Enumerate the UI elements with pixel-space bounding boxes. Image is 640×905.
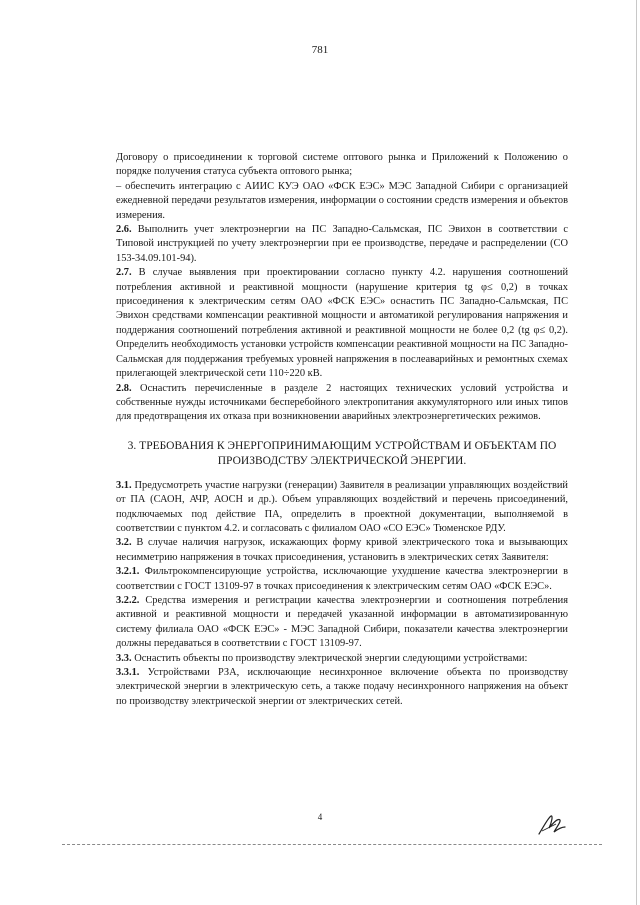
paragraph-3-2-1 — [116, 565, 568, 594]
clause-text: В случае наличия нагрузок, искажающих форму кривой электрического тока и вызывающих несимметрию напряжения в точках присоединения, установить в электрических сетях Заявителя: — [116, 537, 568, 563]
clause-number: 3.2. — [116, 537, 132, 549]
clause-text: Устройствами РЗА, исключающие несинхронное включение объекта по производству электрической энергии в электрическую сеть, а также подачу несинхронного напряжения на объект по производству электрической энергии от электрических сетей. — [116, 667, 568, 707]
clause-text: Фильтрокомпенсирующие устройства, исключающие ухудшение качества электроэнергии в соответствии с ГОСТ 13109-97 в точках присоединения к электрическим сетям ОАО «ФСК ЕЭС». — [116, 566, 568, 592]
clause-number: 2.8. — [116, 382, 132, 394]
clause-number: 3.3.1. — [116, 667, 140, 678]
paragraph-contract-reference: Договору о присоединении к торговой системе оптового рынка и Приложений к Положению о порядке получения статуса субъекта оптового рынка; — [116, 152, 568, 178]
clause-text: Оснастить объекты по производству электрической энергии следующими устройствами: — [131, 652, 528, 664]
clause-number: 3.2.1. — [116, 566, 140, 578]
clause-number: 3.2.2. — [116, 594, 140, 606]
spacer — [116, 425, 568, 433]
paragraph-3-1 — [116, 479, 568, 537]
scan-edge-line — [636, 0, 637, 905]
clause-text: Оснастить перечисленные в разделе 2 настоящих технических условий устройства и собственные нужды источниками бесперебойного электропитания аккумуляторного или иных типов для предотвращения их отказа при возникновении аварийных электроэнергетических режимов. — [116, 382, 568, 423]
header-page-number: 781 — [311, 44, 329, 56]
paragraph-2-7 — [116, 266, 568, 381]
footer-dashed-rule — [62, 844, 602, 845]
paragraph-3-2-2 — [116, 594, 568, 652]
paragraph-2-6 — [116, 223, 568, 266]
signature-mark — [536, 812, 568, 838]
document-body — [116, 151, 568, 709]
footer-page-number: 4 — [317, 812, 323, 822]
paragraph-3-2 — [116, 536, 568, 565]
clause-text: Выполнить учет электроэнергии на ПС Западно-Сальмская, ПС Эвихон в соответствии с Типовой инструкцией по учету электроэнергии при ее производстве, передаче и распределении (СО 153-34.09.101-94). — [116, 224, 568, 264]
clause-number: 3.1. — [116, 479, 132, 491]
section-3-title: 3. ТРЕБОВАНИЯ К ЭНЕРГОПРИНИМАЮЩИМ УСТРОЙСТВАМ И ОБЪЕКТАМ ПО ПРОИЗВОДСТВУ ЭЛЕКТРИЧЕСКОЙ ЭНЕРГИИ. — [127, 439, 557, 467]
clause-number: 2.7. — [116, 267, 132, 279]
paragraph-3-3-1 — [116, 666, 568, 709]
paragraph-integration-bullet: – обеспечить интеграцию с АИИС КУЭ ОАО «ФСК ЕЭС» МЭС Западной Сибири с организацией ежедневной передачи результатов измерения, информации о состоянии средств измерения и объектов измерения. — [116, 180, 568, 221]
paragraph-2-8 — [116, 382, 568, 425]
paragraph-3-3 — [116, 652, 568, 666]
clause-text: Предусмотреть участие нагрузки (генерации) Заявителя в реализации управляющих воздействий от ПА (САОН, АЧР, АОСН и др.). Объем управляющих воздействий и перечень присоединений, подключаемых под действие ПА, определить в проектной документации, выполняемой в соответствии с пунктом 4.2. и согласовать с филиалом ОАО «СО ЕЭС» Тюменское РДУ. — [116, 479, 568, 534]
clause-text: Средства измерения и регистрации качества электроэнергии и соотношения потребления активной и реактивной мощности и передачей указанной информации в автоматизированную систему филиала ОАО «ФСК ЕЭС» - МЭС Западной Сибири, показатели качества электроэнергии должны передаваться в соответствии с ГОСТ 13109-97. — [116, 594, 568, 650]
clause-number: 3.3. — [116, 652, 132, 664]
clause-number: 2.6. — [116, 224, 132, 236]
clause-text: В случае выявления при проектировании согласно пункту 4.2. нарушения соотношений потребления активной и реактивной мощности (нарушение критерия tg φ≤ 0,2) в точках присоединения к электрическим сетям ОАО «ФСК ЕЭС» оснастить ПС Западно-Сальмская, ПС Эвихон средствами компенсации реактивной мощности и автоматикой регулирования напряжения и поддержания соотношений потребления активной и реактивной мощности не более 0,2 (tg φ≤ 0,2). Определить необходимость установки устройств компенсации реактивной мощности на ПС Западно-Сальмская для поддержания требуемых уровней напряжения в послеаварийных и ремонтных схемах прилегающей электрической сети 110÷220 кВ. — [116, 267, 568, 380]
